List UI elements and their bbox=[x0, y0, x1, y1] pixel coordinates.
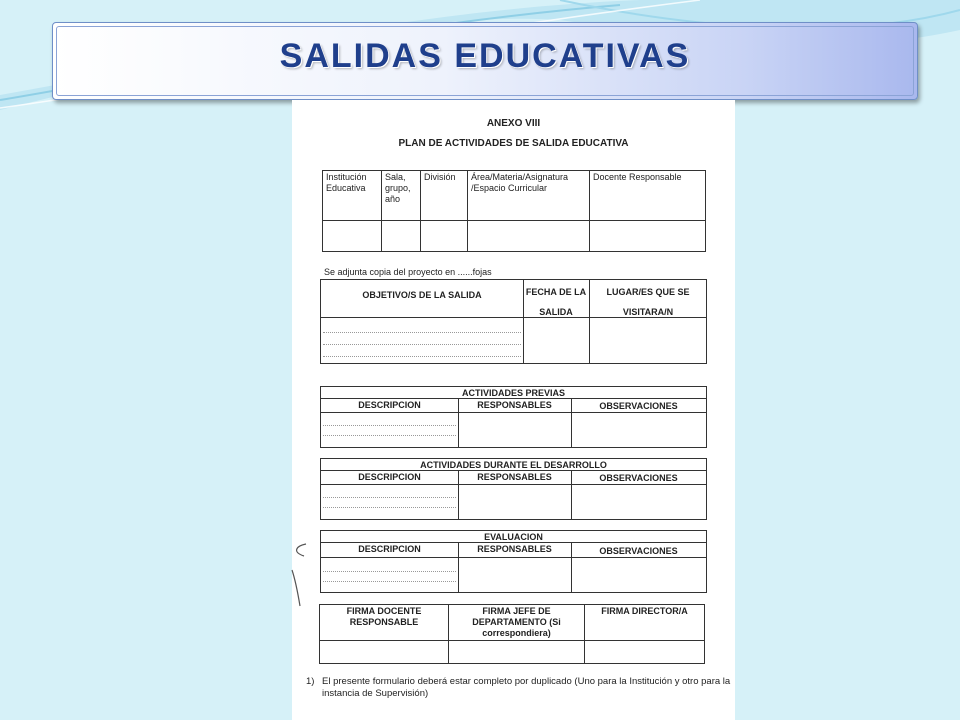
cell-empty bbox=[421, 221, 468, 252]
fecha-header: FECHA DE LA SALIDA bbox=[525, 287, 587, 317]
lugares-header: LUGAR/ES QUE SE VISITARA/N bbox=[606, 287, 690, 317]
cell-empty bbox=[382, 221, 421, 252]
annex-label: ANEXO VIII bbox=[486, 118, 541, 129]
col-sala: Sala, grupo, año bbox=[382, 171, 421, 221]
cell-empty bbox=[468, 221, 590, 252]
evaluacion-table bbox=[320, 530, 707, 593]
writing-line bbox=[323, 435, 456, 436]
writing-line bbox=[323, 581, 456, 582]
institution-table bbox=[322, 170, 706, 252]
evaluacion-descripcion: DESCRIPCION bbox=[358, 544, 421, 554]
handwritten-mark bbox=[286, 540, 310, 610]
col-area: Área/Materia/Asignatura /Espacio Curricular bbox=[468, 171, 590, 221]
col-divider bbox=[589, 280, 590, 363]
title-banner bbox=[52, 22, 918, 100]
col-divider bbox=[523, 280, 524, 363]
row-line bbox=[321, 412, 706, 413]
col-docente: Docente Responsable bbox=[590, 171, 706, 221]
firma-jefe: FIRMA JEFE DE DEPARTAMENTO (Si correspondiera) bbox=[449, 605, 585, 641]
previas-observaciones: OBSERVACIONES bbox=[599, 401, 678, 411]
evaluacion-responsables: RESPONSABLES bbox=[477, 544, 552, 554]
previas-descripcion: DESCRIPCION bbox=[358, 400, 421, 410]
row-line bbox=[321, 317, 706, 318]
scanned-form bbox=[292, 100, 735, 720]
evaluacion-title: EVALUACION bbox=[321, 531, 706, 543]
durante-responsables: RESPONSABLES bbox=[477, 472, 552, 482]
durante-descripcion: DESCRIPCION bbox=[358, 472, 421, 482]
previas-responsables: RESPONSABLES bbox=[477, 400, 552, 410]
writing-line bbox=[323, 344, 521, 345]
objectives-table bbox=[320, 279, 707, 364]
cell-empty bbox=[323, 221, 382, 252]
signature-space bbox=[585, 641, 705, 664]
writing-line bbox=[323, 571, 456, 572]
footnote-text: El presente formulario deberá estar completo por duplicado (Uno para la Institución y otro para la instancia de Supervisión) bbox=[322, 676, 731, 699]
col-division: División bbox=[421, 171, 468, 221]
firma-docente: FIRMA DOCENTE RESPONSABLE bbox=[320, 605, 449, 641]
cell-empty bbox=[590, 221, 706, 252]
col-institucion: Institución Educativa bbox=[323, 171, 382, 221]
evaluacion-observaciones: OBSERVACIONES bbox=[599, 546, 678, 556]
slide-title: SALIDAS EDUCATIVAS bbox=[279, 37, 691, 75]
actividades-durante-table bbox=[320, 458, 707, 520]
firma-director: FIRMA DIRECTOR/A bbox=[585, 605, 705, 641]
signature-space bbox=[449, 641, 585, 664]
footnote-number: 1) bbox=[306, 676, 315, 687]
attach-note: Se adjunta copia del proyecto en ......fojas bbox=[324, 267, 492, 277]
durante-observaciones: OBSERVACIONES bbox=[599, 473, 678, 483]
writing-line bbox=[323, 507, 456, 508]
row-line bbox=[321, 557, 706, 558]
form-heading: PLAN DE ACTIVIDADES DE SALIDA EDUCATIVA bbox=[398, 138, 629, 149]
writing-line bbox=[323, 497, 456, 498]
objetivos-header: OBJETIVO/S DE LA SALIDA bbox=[362, 290, 482, 300]
writing-line bbox=[323, 425, 456, 426]
actividades-previas-table bbox=[320, 386, 707, 448]
writing-line bbox=[323, 332, 521, 333]
durante-title: ACTIVIDADES DURANTE EL DESARROLLO bbox=[321, 459, 706, 471]
row-line bbox=[321, 484, 706, 485]
writing-line bbox=[323, 356, 521, 357]
signatures-table bbox=[319, 604, 705, 664]
previas-title: ACTIVIDADES PREVIAS bbox=[321, 387, 706, 399]
signature-space bbox=[320, 641, 449, 664]
